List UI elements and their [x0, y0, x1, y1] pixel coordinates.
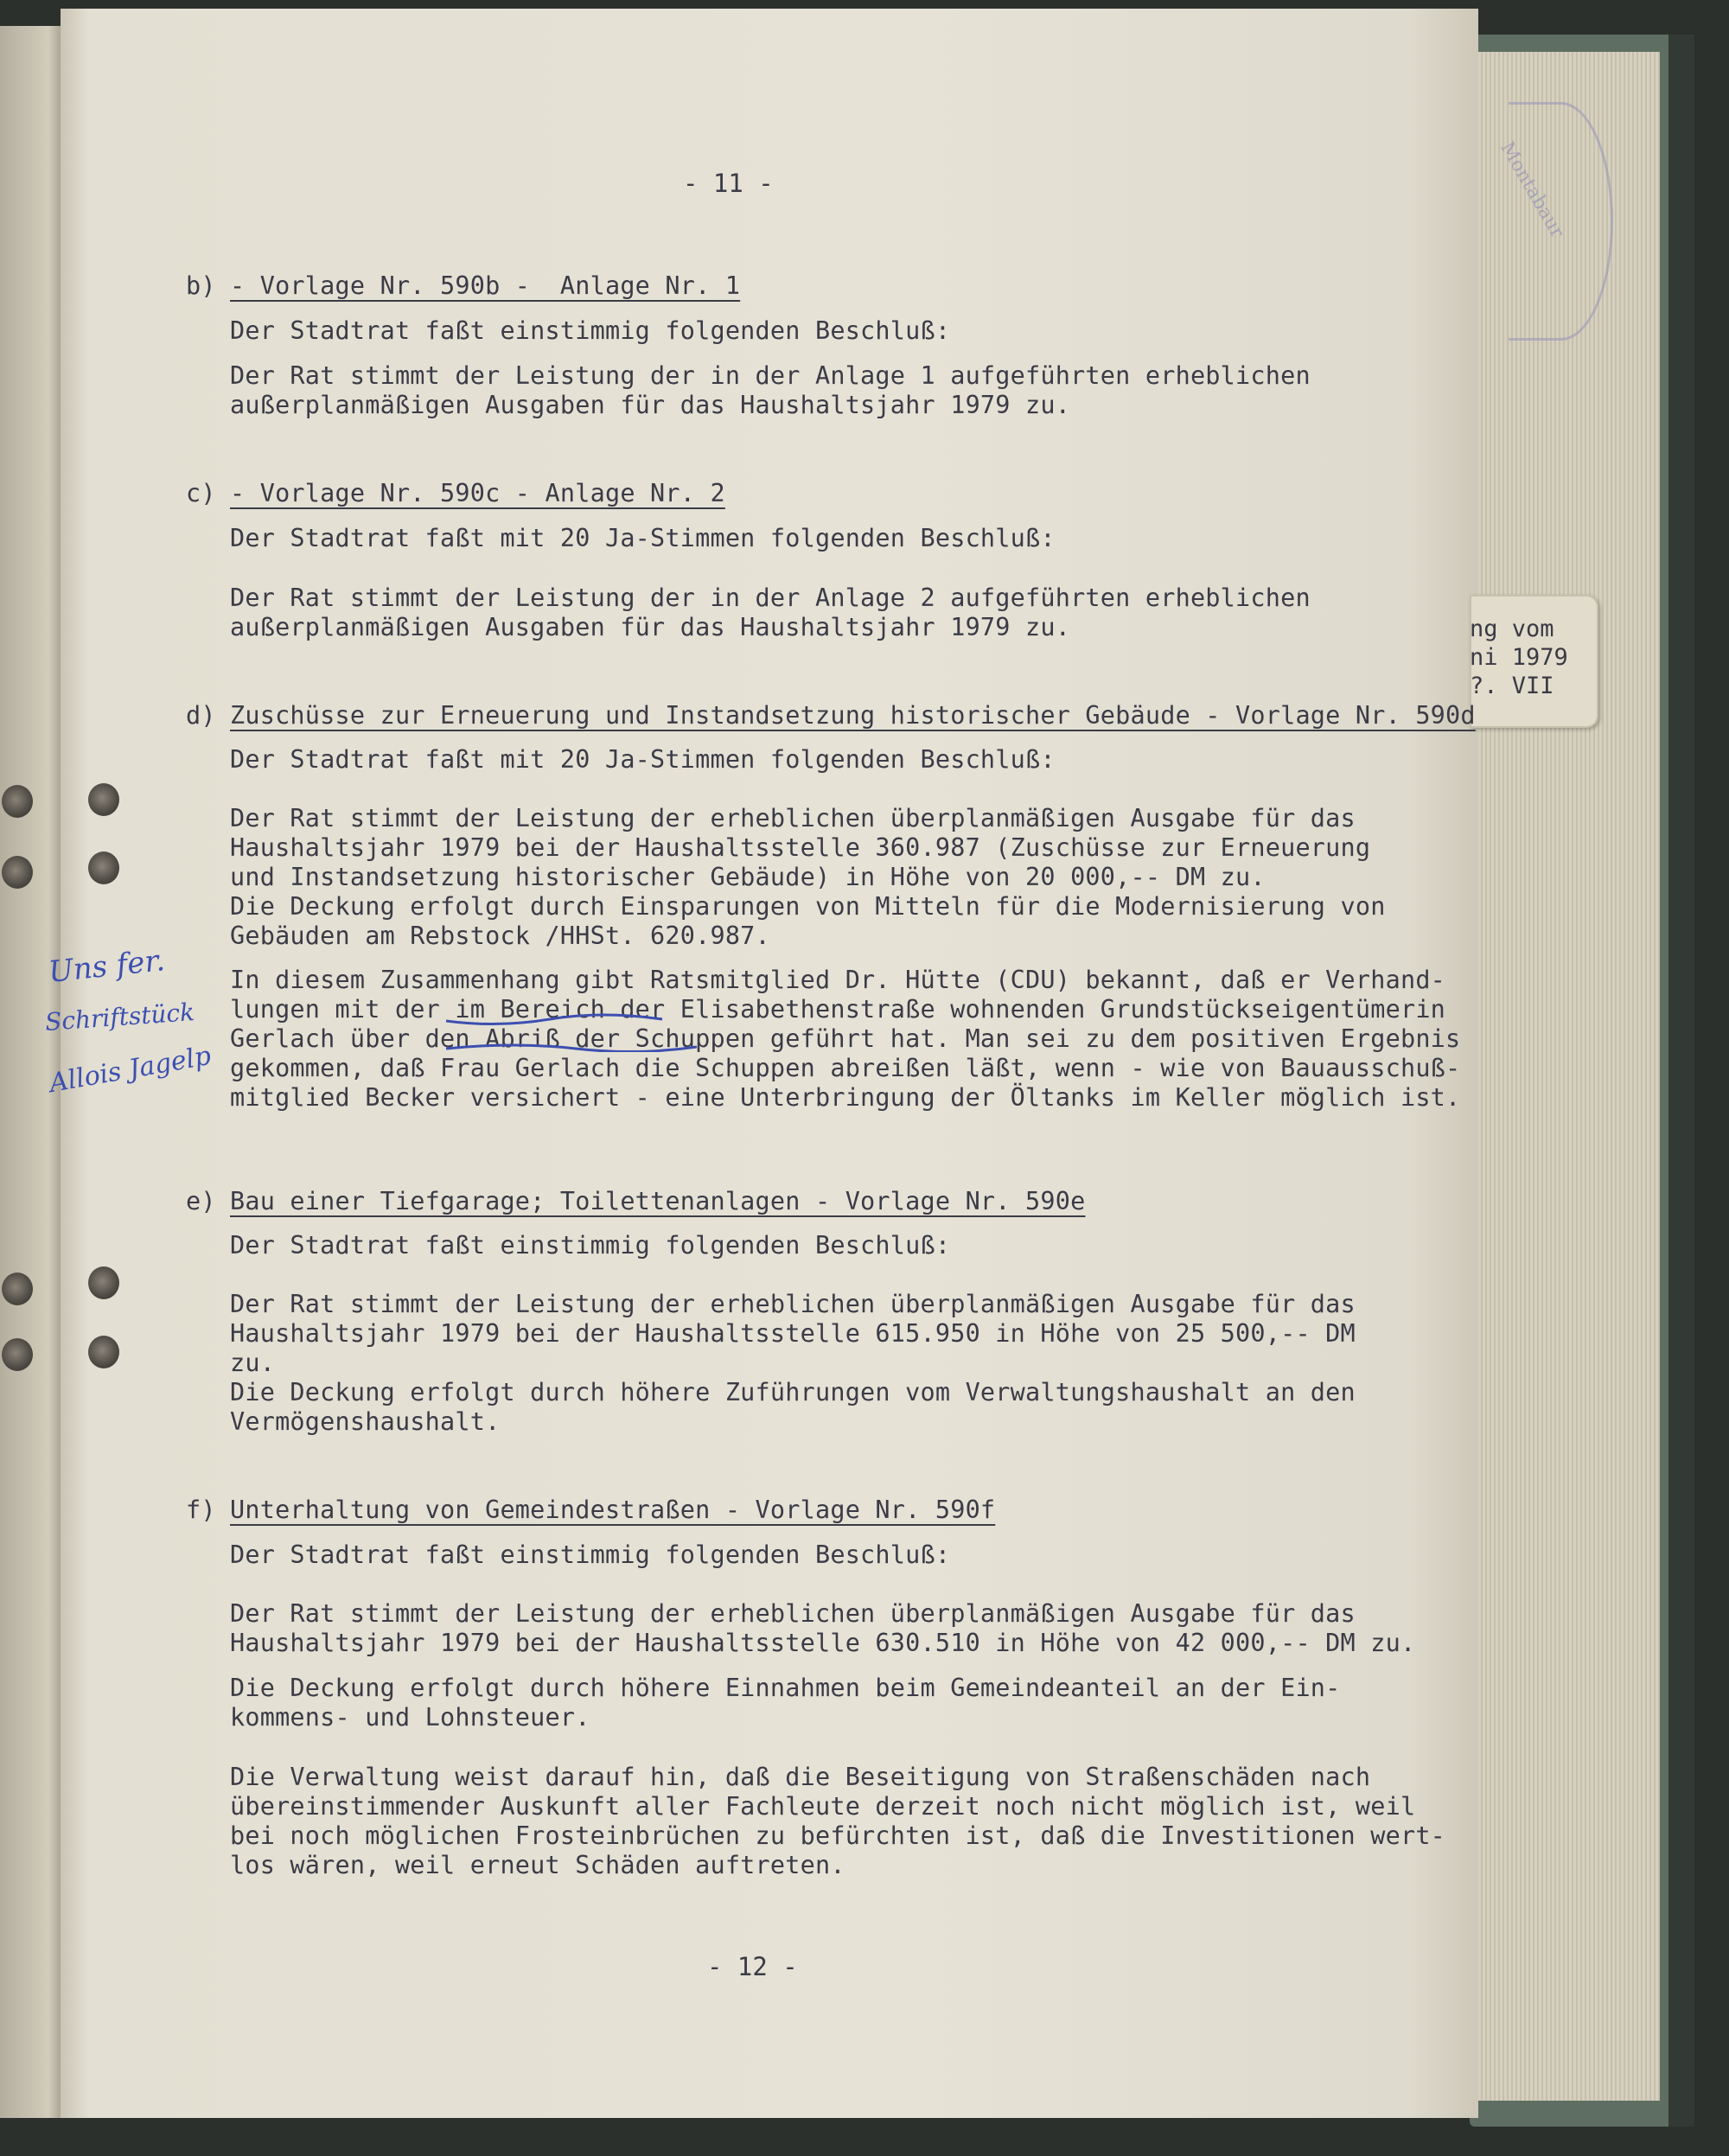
section-f-para2-line: Die Deckung erfolgt durch höhere Einnahmen beim Gemeindeanteil an der Ein- — [230, 1674, 1341, 1702]
tab-line-3: ?. VII — [1470, 673, 1554, 699]
punch-hole — [2, 1273, 33, 1305]
punch-hole — [2, 785, 33, 818]
section-d-para2-line: gekommen, daß Frau Gerlach die Schuppen abreißen läßt, wenn - wie von Bauausschuß- — [230, 1054, 1461, 1082]
section-f-label: f) — [186, 1496, 216, 1524]
handwritten-note: Allois Jagelp — [47, 1040, 214, 1100]
punch-hole — [88, 783, 119, 816]
section-c-line: außerplanmäßigen Ausgaben für das Haushaltsjahr 1979 zu. — [230, 613, 1071, 641]
section-d-para2-line: lungen mit der im Bereich der Elisabethenstraße wohnenden Grundstückseigentümerin — [230, 995, 1446, 1024]
section-e-heading: Bau einer Tiefgarage; Toilettenanlagen - Vorlage Nr. 590e — [230, 1187, 1086, 1215]
section-d-para2-line: mitglied Becker versichert - eine Unterbringung der Öltanks im Keller möglich ist. — [230, 1083, 1461, 1112]
section-f-para3-line: los wären, weil erneut Schäden auftreten. — [230, 1851, 845, 1879]
section-f-para3-line: bei noch möglichen Frosteinbrüchen zu befürchten ist, daß die Investitionen wert- — [230, 1821, 1446, 1850]
section-b-intro: Der Stadtrat faßt einstimmig folgenden Beschluß: — [230, 316, 951, 345]
punch-hole — [2, 856, 33, 889]
section-b-line: Der Rat stimmt der Leistung der in der Anlage 1 aufgeführten erheblichen — [230, 361, 1311, 390]
section-e-line: Vermögenshaushalt. — [230, 1407, 501, 1436]
handwritten-note: Uns fer. — [47, 943, 167, 990]
stamp-text: Montabaur — [1496, 138, 1568, 242]
section-d-intro: Der Stadtrat faßt mit 20 Ja-Stimmen folgenden Beschluß: — [230, 745, 1056, 774]
binder-spine-edge — [1668, 35, 1694, 2127]
section-d-para2-line: Gerlach über den Abriß der Schuppen geführt hat. Man sei zu dem positiven Ergebnis — [230, 1024, 1461, 1053]
section-f-para3-line: Die Verwaltung weist darauf hin, daß die Beseitigung von Straßenschäden nach — [230, 1763, 1371, 1791]
section-d-line: Die Deckung erfolgt durch Einsparungen von Mitteln für die Modernisierung von — [230, 892, 1386, 921]
section-e-intro: Der Stadtrat faßt einstimmig folgenden Beschluß: — [230, 1231, 951, 1260]
section-f-line: Der Rat stimmt der Leistung der erheblichen überplanmäßigen Ausgabe für das — [230, 1599, 1356, 1628]
section-f-line: Haushaltsjahr 1979 bei der Haushaltsstelle 630.510 in Höhe von 42 000,-- DM zu. — [230, 1629, 1416, 1657]
punch-hole — [2, 1338, 33, 1371]
section-d-line: Gebäuden am Rebstock /HHSt. 620.987. — [230, 922, 770, 950]
section-d-line: und Instandsetzung historischer Gebäude) in Höhe von 20 000,-- DM zu. — [230, 863, 1266, 891]
section-e-label: e) — [186, 1187, 216, 1215]
section-b-heading: - Vorlage Nr. 590b - Anlage Nr. 1 — [230, 271, 741, 300]
section-f-para3-line: übereinstimmender Auskunft aller Fachleute derzeit noch nicht möglich ist, weil — [230, 1792, 1416, 1821]
page-stack-edge — [1461, 52, 1660, 2101]
section-d-heading: Zuschüsse zur Erneuerung und Instandsetzung historischer Gebäude - Vorlage Nr. 590d — [230, 701, 1476, 730]
section-e-line: zu. — [230, 1349, 276, 1377]
section-c-label: c) — [186, 479, 216, 507]
page-number-bottom: - 12 - — [707, 1952, 798, 1981]
section-f-heading: Unterhaltung von Gemeindestraßen - Vorlage Nr. 590f — [230, 1496, 996, 1524]
section-f-para2-line: kommens- und Lohnsteuer. — [230, 1703, 590, 1732]
punch-hole — [88, 1266, 119, 1299]
section-c-intro: Der Stadtrat faßt mit 20 Ja-Stimmen folgenden Beschluß: — [230, 524, 1056, 552]
punch-hole — [88, 852, 119, 884]
section-e-line: Die Deckung erfolgt durch höhere Zuführungen vom Verwaltungshaushalt an den — [230, 1378, 1356, 1407]
tab-line-1: ng vom — [1470, 616, 1554, 642]
page-number-top: - 11 - — [683, 169, 774, 198]
section-e-line: Haushaltsjahr 1979 bei der Haushaltsstelle 615.950 in Höhe von 25 500,-- DM — [230, 1319, 1356, 1348]
section-e-line: Der Rat stimmt der Leistung der erheblichen überplanmäßigen Ausgabe für das — [230, 1290, 1356, 1318]
section-d-para2-line: In diesem Zusammenhang gibt Ratsmitglied Dr. Hütte (CDU) bekannt, daß er Verhand- — [230, 966, 1446, 994]
section-d-line: Der Rat stimmt der Leistung der erheblichen überplanmäßigen Ausgabe für das — [230, 804, 1356, 832]
section-d-label: d) — [186, 701, 216, 730]
section-f-intro: Der Stadtrat faßt einstimmig folgenden Beschluß: — [230, 1540, 951, 1569]
section-c-heading: - Vorlage Nr. 590c - Anlage Nr. 2 — [230, 479, 725, 507]
pen-underline-marks — [446, 1009, 930, 1052]
section-b-line: außerplanmäßigen Ausgaben für das Haushaltsjahr 1979 zu. — [230, 391, 1071, 419]
section-d-line: Haushaltsjahr 1979 bei der Haushaltsstelle 360.987 (Zuschüsse zur Erneuerung — [230, 833, 1371, 862]
handwritten-note: Schriftstück — [44, 998, 196, 1037]
tab-line-2: ni 1979 — [1470, 644, 1568, 671]
punch-hole — [88, 1336, 119, 1368]
section-b-label: b) — [186, 271, 216, 300]
section-c-line: Der Rat stimmt der Leistung der in der Anlage 2 aufgeführten erheblichen — [230, 584, 1311, 612]
